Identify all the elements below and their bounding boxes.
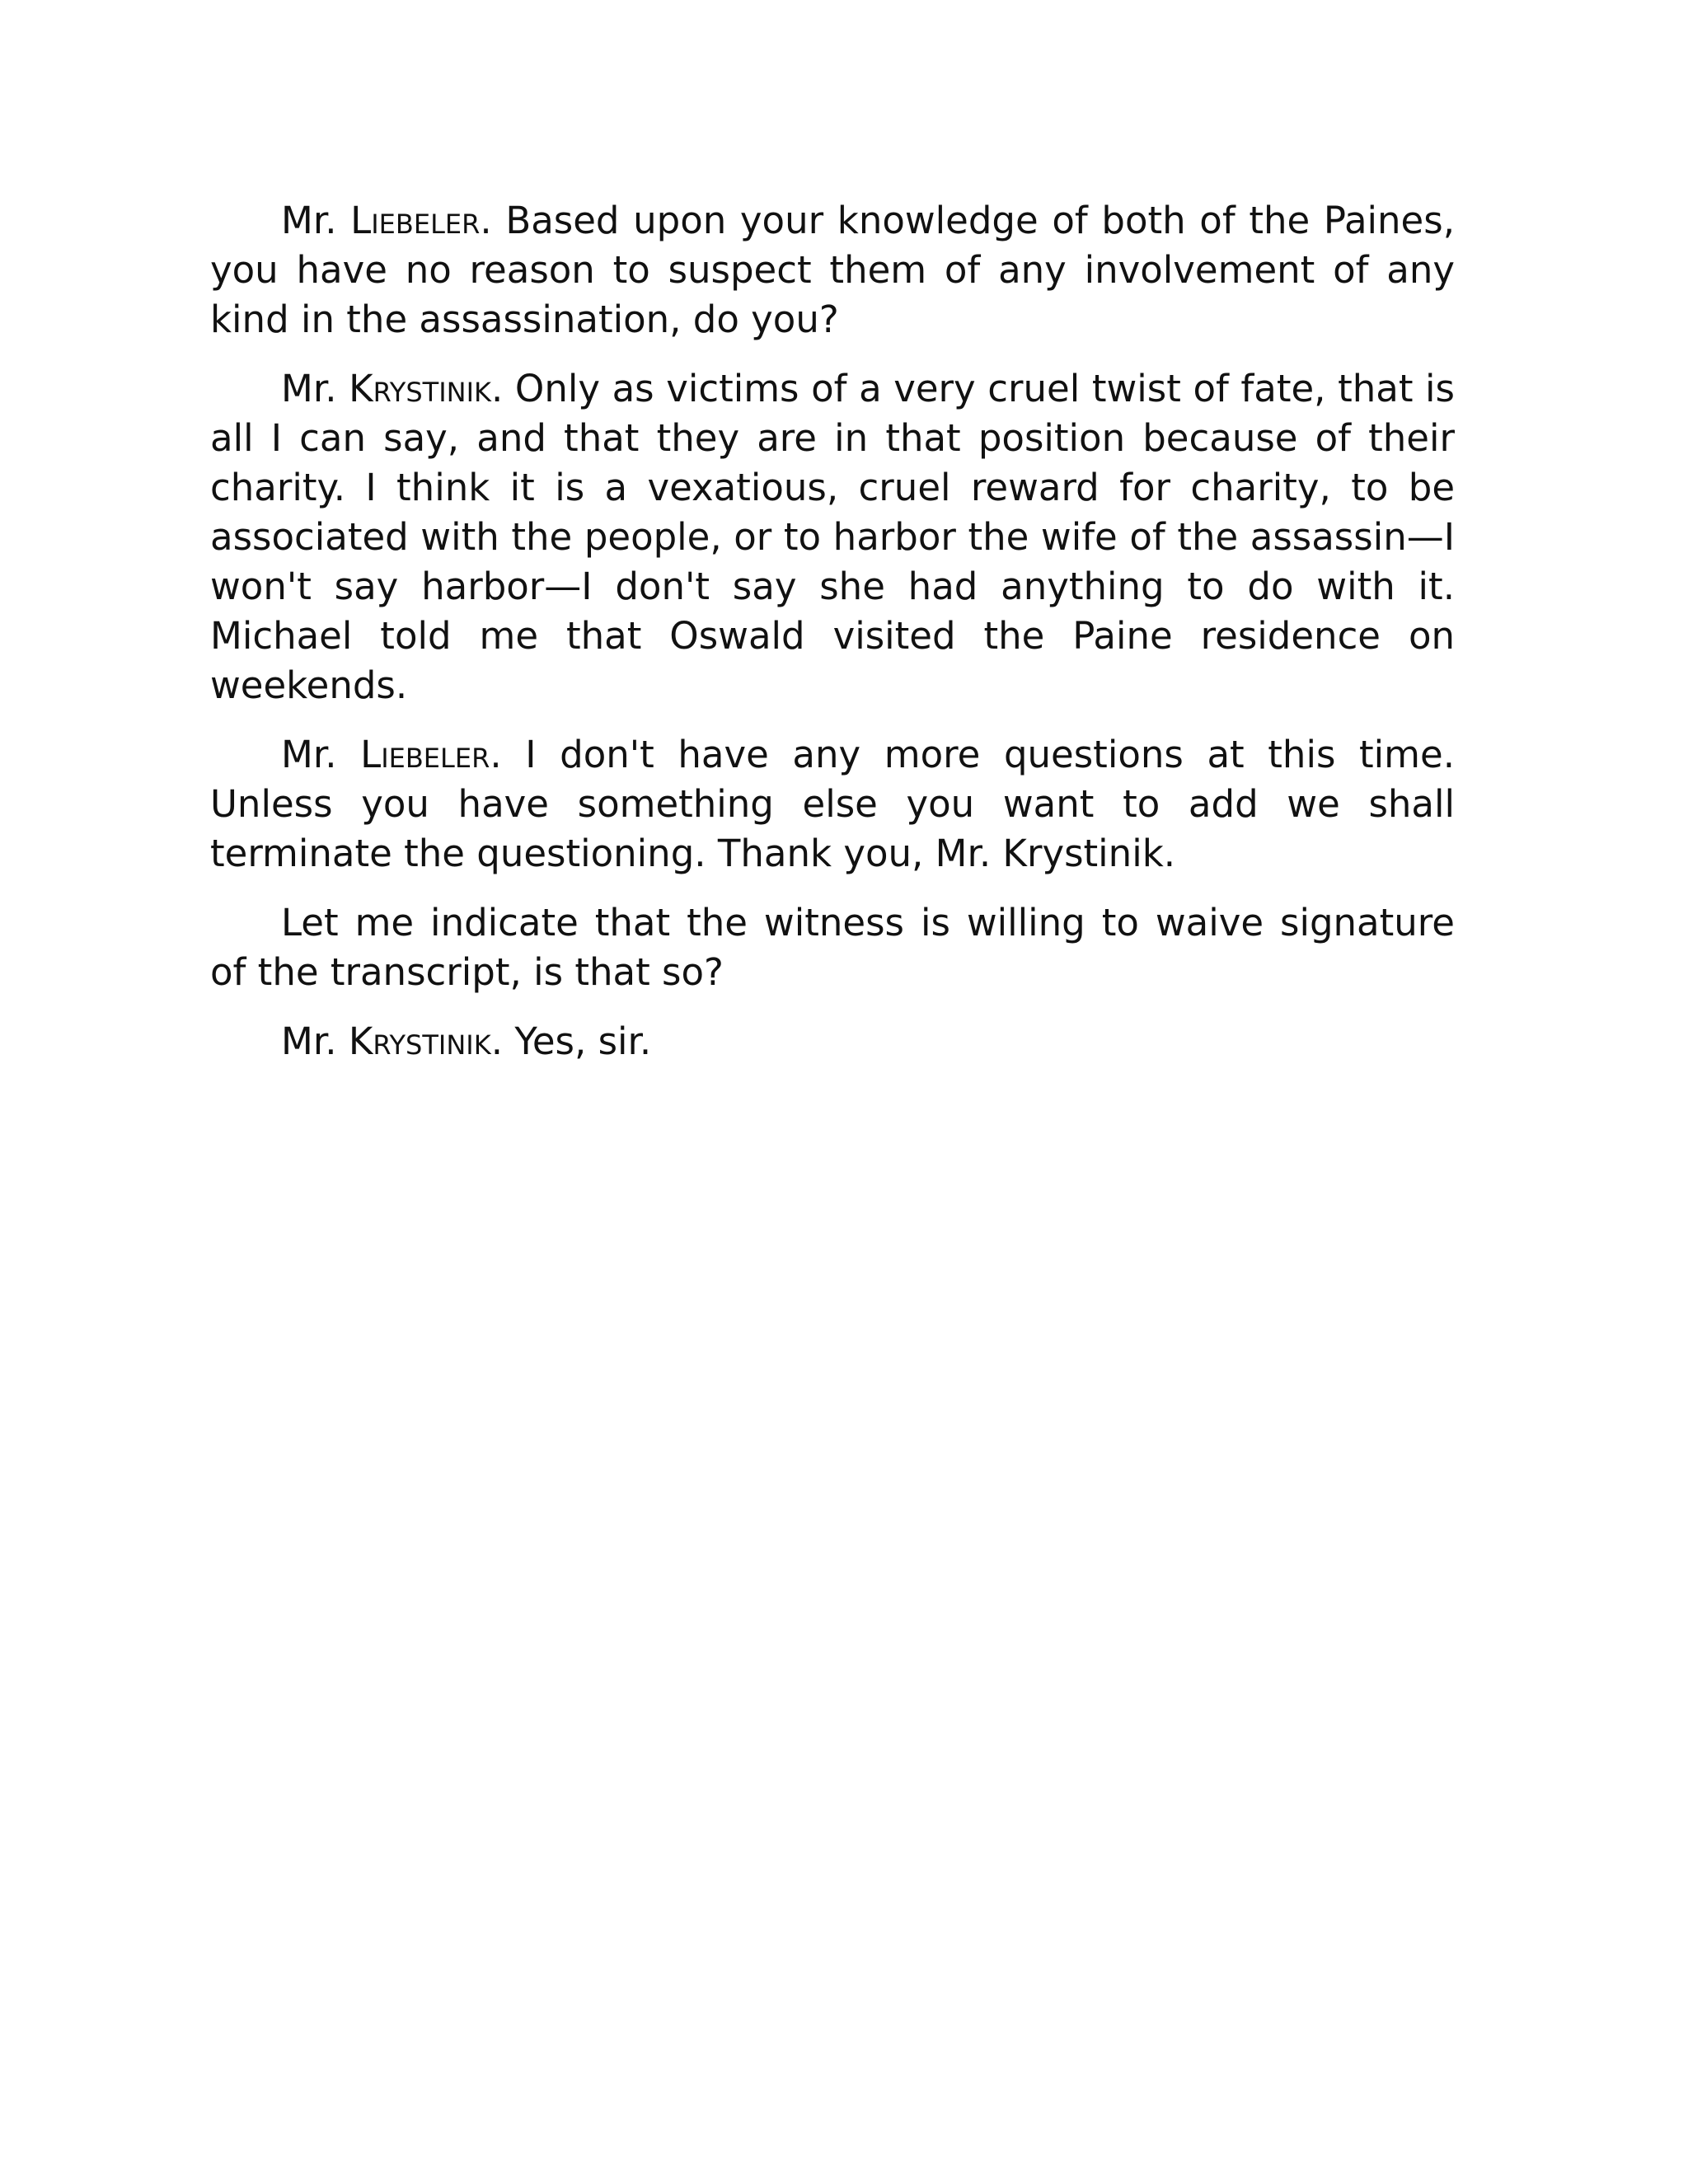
paragraph-text: . Only as victims of a very cruel twist of fate, that is all I can say, and that they are in that position because of their charity. I think it is a vexatious, cruel reward for charity, to be associated with the people, or to harbor the wife of the assassin—I won't say harbor—I don't say she had anything to do with it. Michael told me that Oswald visited the Paine residence on weekends. — [210, 367, 1456, 707]
transcript-paragraph — [210, 196, 1455, 344]
paragraph-text: . Yes, sir. — [490, 1019, 652, 1063]
speaker-prefix: Mr. — [281, 367, 349, 410]
speaker-name: Krystinik — [349, 367, 492, 410]
transcript-body — [210, 196, 1455, 1086]
speaker-prefix: Mr. — [281, 733, 361, 776]
speaker-prefix: Mr. — [281, 199, 351, 242]
transcript-paragraph — [210, 898, 1455, 997]
transcript-paragraph — [210, 364, 1455, 710]
transcript-paragraph — [210, 730, 1455, 879]
paragraph-text: Let me indicate that the witness is willing to waive signature of the transcript, is that so? — [210, 901, 1455, 994]
transcript-paragraph — [210, 1017, 1455, 1066]
speaker-prefix: Mr. — [281, 1019, 349, 1063]
paragraph-text: . I don't have any more questions at this time. Unless you have something else you want to add we shall terminate the questioning. Thank you, Mr. Krystinik. — [210, 733, 1455, 875]
speaker-name: Liebeler — [350, 199, 481, 242]
paragraph-text: . Based upon your knowledge of both of the Paines, you have no reason to suspect them of any involvement of any kind in the assassination, do you? — [210, 199, 1455, 341]
speaker-name: Krystinik — [348, 1019, 491, 1063]
speaker-name: Liebeler — [360, 733, 490, 776]
